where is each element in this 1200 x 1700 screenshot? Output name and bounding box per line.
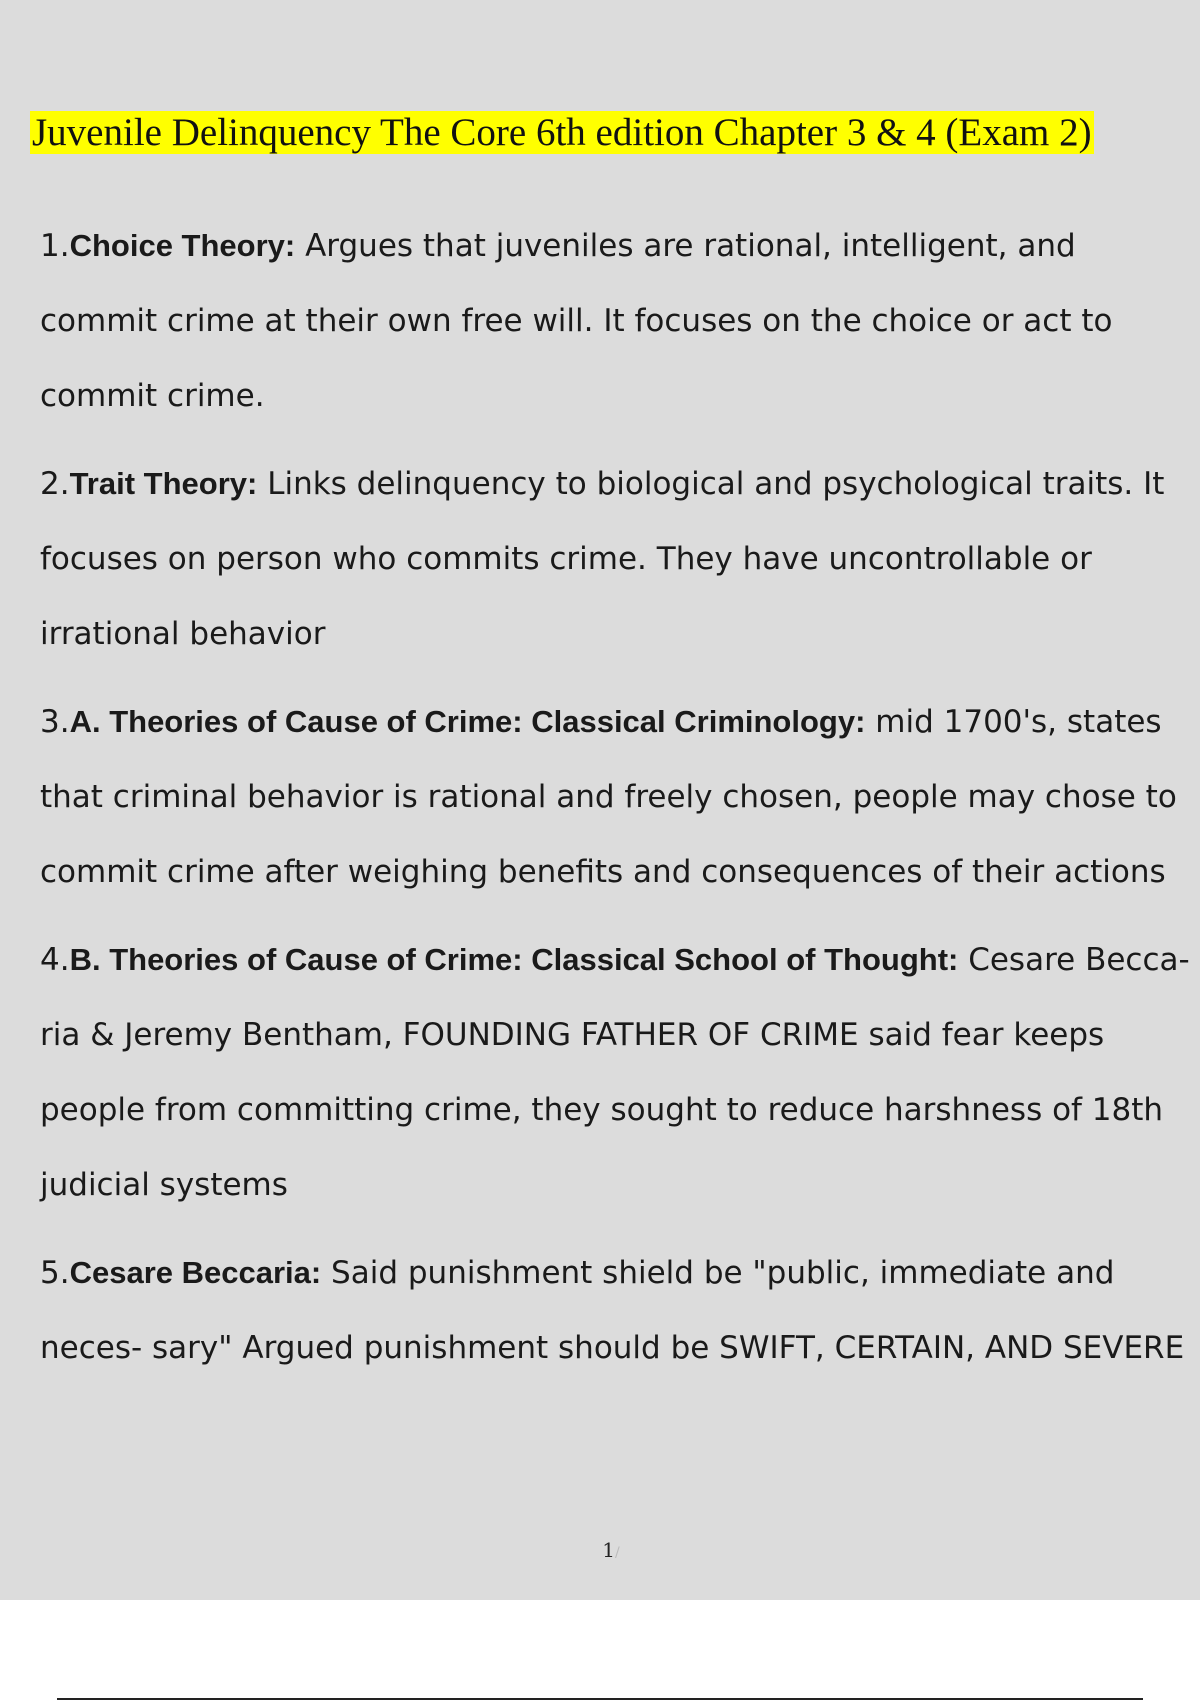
item-definition: Links delinquency to biological and psychological traits. It focuses on person who commits crime. They have uncontrollable or irrational behavior [40, 466, 1165, 652]
list-item [40, 208, 1190, 434]
list-item [40, 684, 1190, 910]
item-term: A. Theories of Cause of Crime: Classical Criminology: [69, 704, 866, 739]
item-definition: mid 1700's, states that criminal behavior is rational and freely chosen, people may chose to commit crime after weighing benefits and consequences of their actions [40, 704, 1177, 890]
document-title [30, 108, 1094, 158]
list-item [40, 922, 1190, 1223]
item-term: Choice Theory: [69, 228, 296, 263]
flashcard-list [40, 208, 1190, 1398]
item-number: 2. [40, 466, 70, 502]
item-number: 3. [40, 704, 70, 740]
page-number-value: 1 [602, 1538, 615, 1562]
item-number: 5. [40, 1255, 70, 1291]
highlighted-title-text: Juvenile Delinquency The Core 6th edition Chapter 3 & 4 (Exam 2) [32, 111, 1092, 154]
item-number: 1. [40, 228, 70, 264]
list-item [40, 1235, 1190, 1386]
item-term: B. Theories of Cause of Crime: Classical School of Thought: [69, 942, 959, 977]
page-number [0, 1538, 1200, 1562]
list-item [40, 446, 1190, 672]
item-definition: Cesare Becca- ria & Jeremy Bentham, FOUNDING FATHER OF CRIME said fear keeps people from committing crime, they sought to reduce harshness of 18th judicial systems [40, 942, 1190, 1203]
item-term: Trait Theory: [69, 466, 258, 501]
item-term: Cesare Beccaria: [69, 1255, 322, 1290]
page-number-suffix: / [615, 1545, 620, 1561]
item-number: 4. [40, 942, 70, 978]
item-definition: Said punishment shield be "public, immediate and neces- sary" Argued punishment should be SWIFT, CERTAIN, AND SEVERE [40, 1255, 1185, 1366]
item-definition: Argues that juveniles are rational, intelligent, and commit crime at their own free will. It focuses on the choice or act to commit crime. [40, 228, 1113, 414]
